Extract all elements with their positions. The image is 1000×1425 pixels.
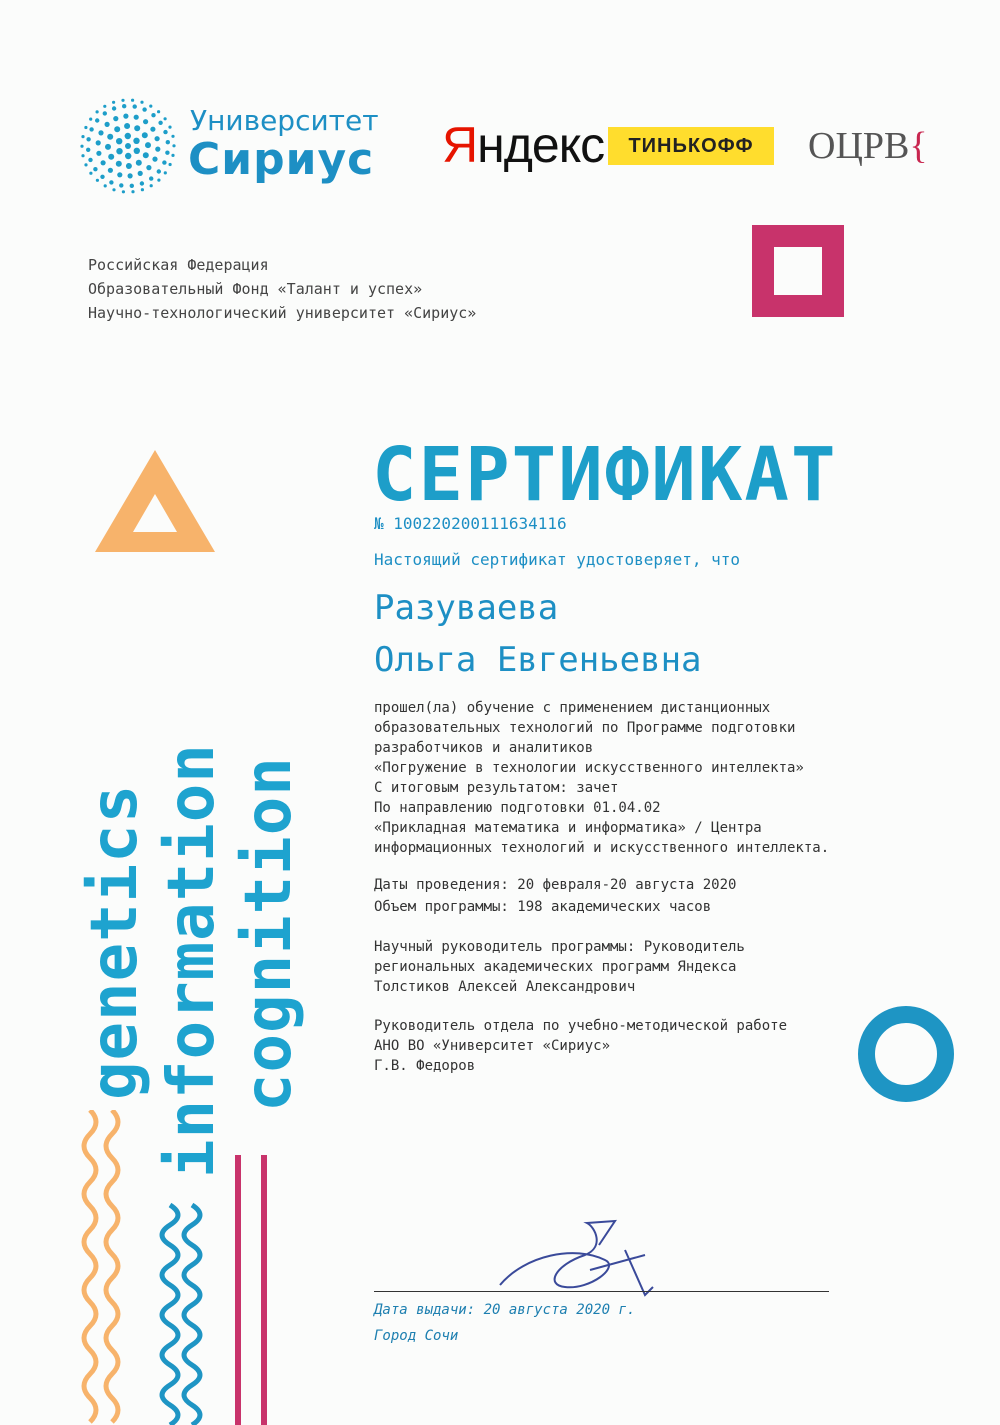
org-fund: Образовательный Фонд «Талант и успех» [88,280,423,298]
sirius-dot [86,148,90,152]
sirius-dot [131,190,134,193]
sirius-dot [152,157,157,162]
sirius-dot [131,99,134,102]
sirius-dot [141,188,144,191]
orange-wave [106,1110,118,1422]
supervisor-line: Толстиков Алексей Александрович [374,979,636,995]
sirius-dot [107,134,113,140]
recipient-first-name: Ольга Евгеньевна [374,640,702,680]
recipient-last-name: Разуваева [374,588,559,628]
sirius-dot [155,136,160,141]
sirius-dot [103,111,107,115]
side-word-genetics: genetics [78,783,152,1100]
sirius-dot [116,161,122,167]
sirius-dot [145,142,151,148]
body-line: разработчиков и аналитиков [374,740,594,756]
sirius-dot [105,144,111,150]
supervisor-line: Научный руководитель программы: Руководитель [374,939,745,955]
issue-city: Город Сочи [374,1328,459,1344]
tinkoff-logo: ТИНЬКОФФ [608,127,774,165]
side-word-cognition: cognition [232,756,306,1112]
sirius-dot [149,176,153,180]
sirius-dot [142,107,146,111]
sirius-dot [149,105,152,108]
sirius-dot [140,181,144,185]
sirius-dot [168,126,171,129]
orange-wave [84,1110,96,1422]
sirius-dot [124,123,130,129]
sirius-dot [158,121,162,125]
sirius-dot [157,110,160,113]
sirius-dot [165,151,169,155]
sirius-dot [81,154,84,157]
sirius-dot [155,147,160,152]
sirius-dot [171,154,174,157]
yandex-logo-first-letter: Я [442,117,478,173]
supervisor-line: региональных академических программ Яндекса [374,959,737,975]
sirius-dot [100,175,104,179]
sirius-dot [104,184,107,187]
certificate-number: № 100220200111634116 [374,514,567,533]
sirius-dot [108,168,113,173]
sirius-dot [150,184,153,187]
sirius-dot [95,118,99,122]
sirius-logo-line1: Университет [190,104,379,137]
sirius-dot [105,122,110,127]
yandex-logo-rest: ндекс [477,117,605,173]
sirius-dot [150,127,155,132]
sirius-dot [84,126,87,129]
sirius-dot [157,169,161,173]
blue-wave [184,1205,200,1425]
certificate-title: СЕРТИФИКАТ [372,432,838,518]
sirius-dot [164,117,167,120]
sirius-dot [81,135,84,138]
program-volume: Объем программы: 198 академических часов [374,899,712,915]
sirius-dot [108,154,114,160]
yandex-logo [442,116,604,174]
sirius-dot [140,101,143,104]
sirius-dot [96,140,101,145]
sirius-dot [136,160,142,166]
sirius-dot [123,114,128,119]
program-dates: Даты проведения: 20 февраля-20 августа 2020 [374,877,737,893]
sirius-dot [109,180,113,184]
sirius-dot [96,110,99,113]
sirius-dot [126,163,132,169]
sirius-dot [133,104,137,108]
sirius-dot [134,148,140,154]
issue-date: Дата выдачи: 20 августа 2020 г. [374,1302,636,1318]
sirius-dot [116,148,122,154]
sirius-dot [125,143,131,149]
sirius-dot [162,160,166,164]
sirius-dot [86,137,90,141]
sirius-dot [80,145,83,148]
sirius-dot [122,104,126,108]
sirius-dot [112,106,116,110]
sirius-dot [157,179,160,182]
sirius-dot [98,130,103,135]
sirius-dot [89,127,93,131]
sirius-dot [166,140,170,144]
sirius-dot [143,119,148,124]
sirius-dot [128,173,133,178]
sirius-dot [122,190,125,193]
sirius-dot [89,118,92,121]
body-line: С итоговым результатом: зачет [374,780,619,796]
sirius-dot [164,171,167,174]
decorative-lines [70,1110,310,1425]
sirius-dot [93,167,97,171]
ocrv-logo-text: ОЦРВ [808,125,910,167]
sirius-dot [113,116,118,121]
sirius-dot [151,113,155,117]
sirius-dot [96,151,101,156]
sirius-dot [138,171,143,176]
sirius-dot [96,179,99,182]
sirius-dot [89,172,92,175]
body-line: «Погружение в технологии искусственного интеллекта» [374,760,804,776]
sirius-dot [119,183,123,187]
body-line: образовательных технологий по Программе подготовки [374,720,796,736]
body-line: По направлению подготовки 01.04.02 [374,800,661,816]
sirius-logo-line2: Сириус [188,134,375,185]
sirius-dot [114,126,120,132]
ocrv-logo-brace: { [909,125,928,167]
sirius-dot [121,99,124,102]
sirius-dot [103,105,106,108]
sirius-dot [163,130,167,134]
ocrv-logo [808,124,928,168]
sirius-dot [169,163,172,166]
sirius-dot [134,125,140,131]
orange-triangle-shape [95,450,215,552]
sirius-logo [80,98,400,198]
body-line: информационных технологий и искусственного интеллекта. [374,840,830,856]
sirius-dot [101,160,106,165]
sirius-dot [125,133,131,139]
sirius-dot [143,152,149,158]
sirius-dot [172,144,175,147]
sirius-dot [171,135,174,138]
body-line: прошел(ла) обучение с применением дистанционных [374,700,771,716]
org-university: Научно-технологический университет «Сириус» [88,304,477,322]
sirius-dots-icon [80,98,176,194]
certificate-intro: Настоящий сертификат удостоверяет, что [374,550,741,569]
head-line: Руководитель отдела по учебно-методической работе [374,1018,788,1034]
blue-wave [162,1205,178,1425]
sirius-dot [84,163,87,166]
sirius-dot [88,158,92,162]
signature-line [374,1291,829,1292]
sirius-dot [130,184,134,188]
side-word-information: information [155,743,229,1178]
sirius-dot [112,101,115,104]
sirius-dot [112,188,115,191]
pink-square-shape [752,225,844,317]
blue-ring-shape [858,1006,954,1102]
body-line: «Прикладная математика и информатика» / Центра [374,820,762,836]
sirius-dot [134,115,139,120]
sirius-dot [142,132,148,138]
sirius-dot [133,138,139,144]
head-line: Г.В. Федоров [374,1058,476,1074]
head-line: АНО ВО «Университет «Сириус» [374,1038,611,1054]
sirius-dot [116,138,122,144]
sirius-dot [125,153,131,159]
sirius-dot [117,172,122,177]
org-country: Российская Федерация [88,256,269,274]
sirius-dot [146,165,151,170]
